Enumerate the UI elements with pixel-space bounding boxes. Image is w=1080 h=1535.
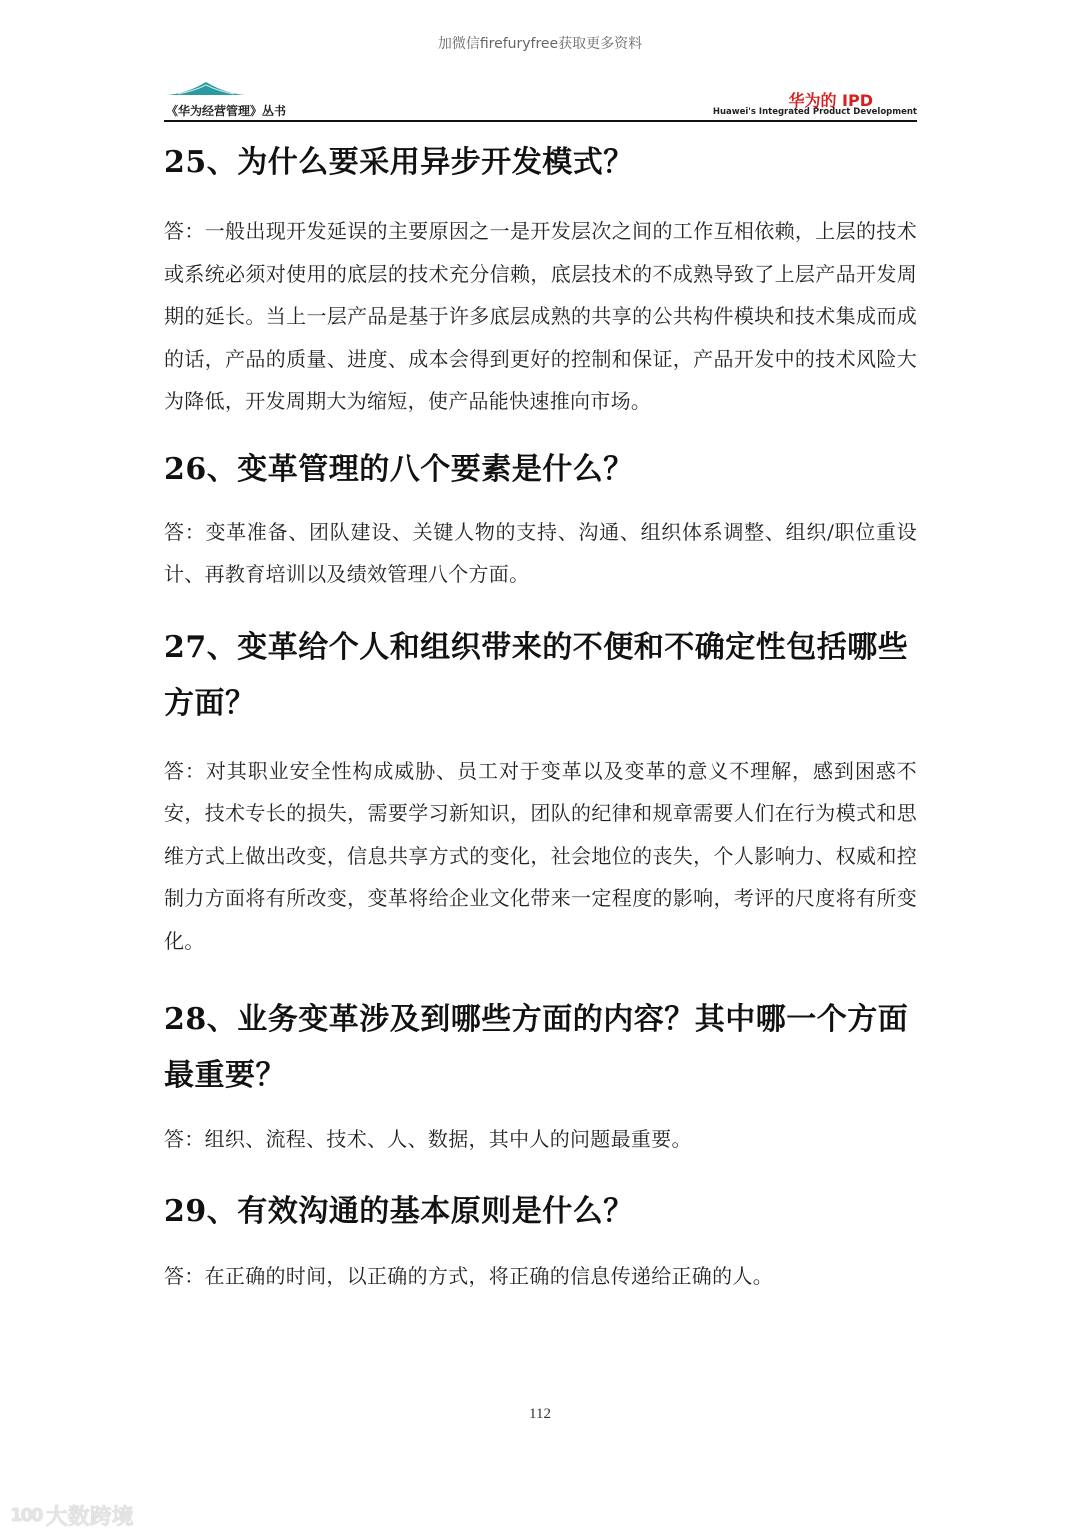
brand-subtitle: Huawei's Integrated Product Development: [712, 107, 917, 117]
qa-section-26: [164, 443, 917, 596]
question-heading: 27、变革给个人和组织带来的不便和不确定性包括哪些方面？: [164, 629, 909, 721]
qa-section-27: [164, 620, 917, 963]
brand-title: 华为的 IPD: [788, 91, 873, 110]
top-watermark-text: 加微信firefuryfree获取更多资料: [437, 36, 643, 52]
watermark-logo-icon: 100: [10, 1505, 42, 1526]
page-header: [164, 76, 917, 122]
qa-section-25: [164, 136, 917, 423]
qa-section-28: [164, 992, 917, 1161]
qa-section-29: [164, 1185, 917, 1298]
book-series-title: 《华为经营管理》丛书: [166, 104, 287, 118]
corner-watermark: [10, 1500, 134, 1531]
question-heading: 26、变革管理的八个要素是什么？: [164, 451, 634, 487]
header-divider: [164, 120, 917, 122]
question-heading: 28、业务变革涉及到哪些方面的内容？其中哪一个方面最重要？: [164, 1002, 909, 1093]
watermark-text: 大数跨境: [45, 1505, 134, 1530]
page-number: 112: [529, 1406, 551, 1422]
answer-paragraph: 答：在正确的时间，以正确的方式，将正确的信息传递给正确的人。: [164, 1263, 773, 1288]
answer-paragraph: 答：组织、流程、技术、人、数据，其中人的问题最重要。: [164, 1127, 692, 1151]
mountain-logo-icon: [166, 80, 246, 96]
question-heading: 29、有效沟通的基本原则是什么？: [164, 1193, 634, 1229]
answer-paragraph: 答：变革准备、团队建设、关键人物的支持、沟通、组织体系调整、组织/职位重设计、再教育培训以及绩效管理八个方面。: [164, 519, 917, 586]
question-heading: 25、为什么要采用异步开发模式？: [164, 145, 634, 180]
answer-paragraph: 答：对其职业安全性构成威胁、员工对于变革以及变革的意义不理解，感到困惑不安，技术专长的损失，需要学习新知识，团队的纪律和规章需要人们在行为模式和思维方式上做出改变，信息共享方式的变化，社会地位的丧失，个人影响力、权威和控制力方面将有所改变，变革将给企业文化带来一定程度的影响，考评的尺度将有所变化。: [164, 758, 917, 953]
answer-paragraph: 答：一般出现开发延误的主要原因之一是开发层次之间的工作互相依赖，上层的技术或系统必须对使用的底层的技术充分信赖，底层技术的不成熟导致了上层产品开发周期的延长。当上一层产品是基于许多底层成熟的共享的公共构件模块和技术集成而成的话，产品的质量、进度、成本会得到更好的控制和保证，产品开发中的技术风险大为降低，开发周期大为缩短，使产品能快速推向市场。: [164, 219, 917, 413]
page-content: [164, 136, 917, 1297]
